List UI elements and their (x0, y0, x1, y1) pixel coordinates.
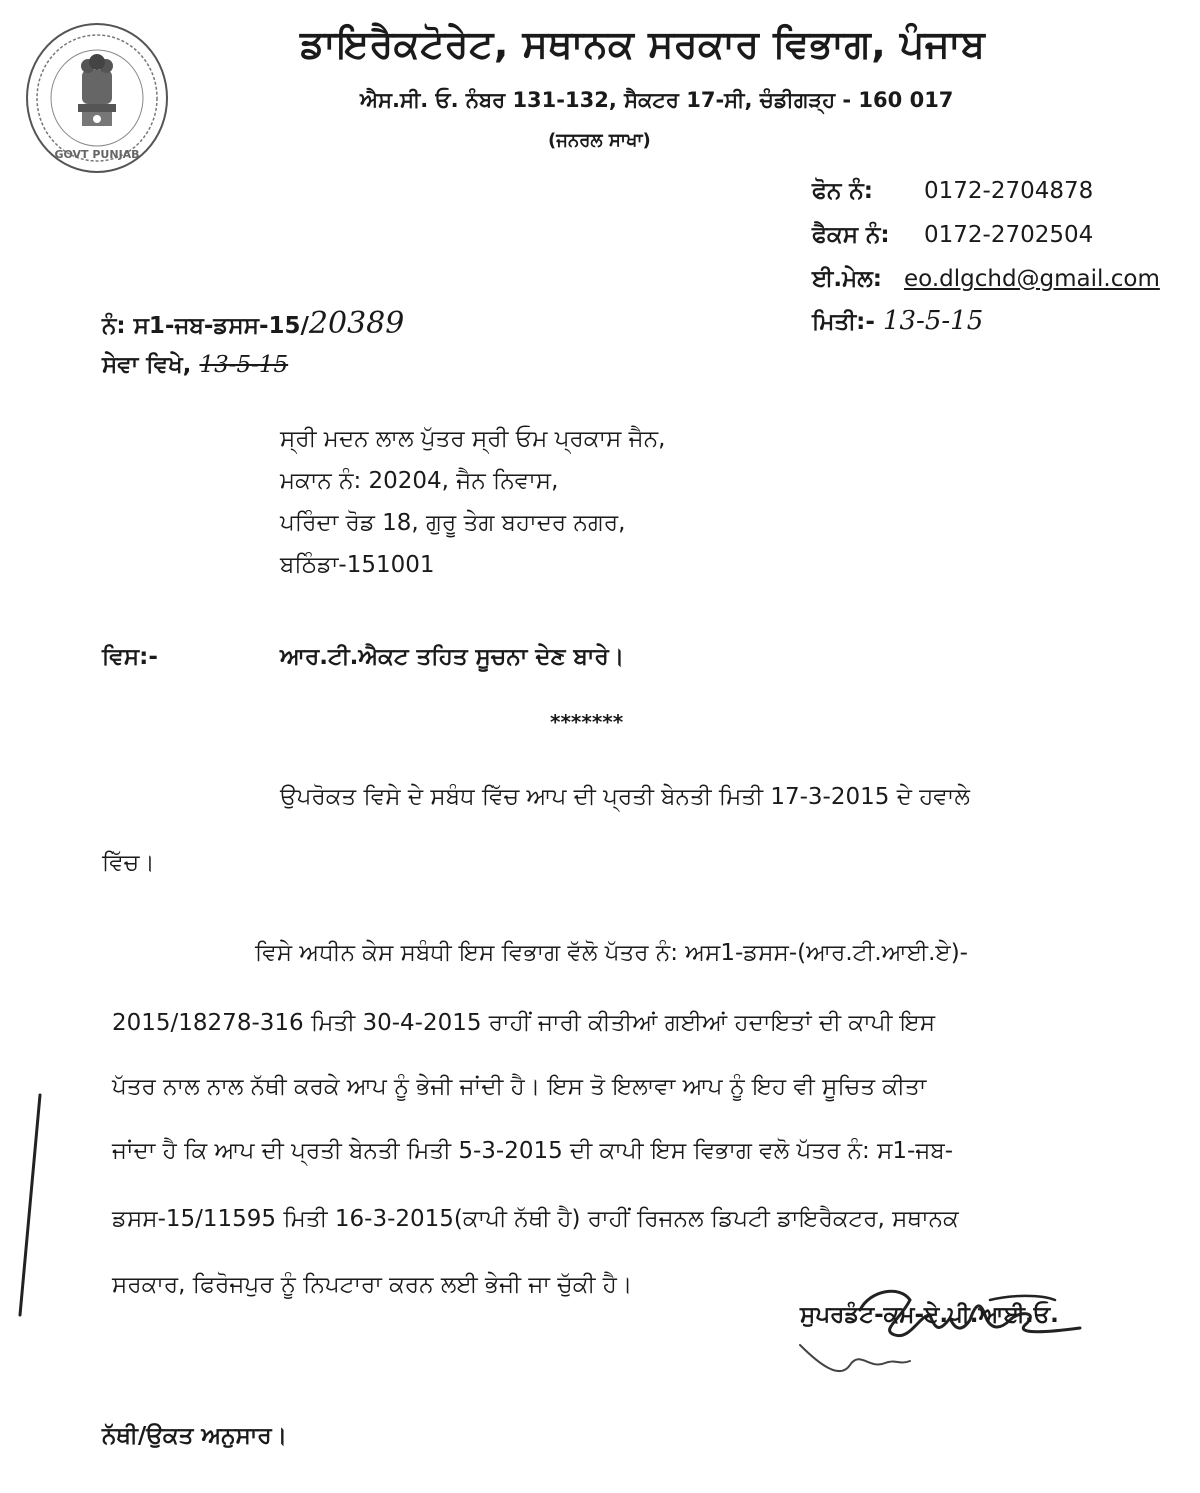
fax-number: 0172-2702504 (924, 222, 1094, 248)
email-label: ਈ.ਮੇਲ: (812, 266, 882, 292)
initials-mark (790, 1325, 930, 1395)
recipient-line: ਮਕਾਨ ਨੰ: 20204, ਜੈਨ ਨਿਵਾਸ, (280, 468, 559, 494)
struck-date: 13-5-15 (199, 352, 289, 378)
body-line: ਸਰਕਾਰ, ਫਿਰੋਜਪੁਰ ਨੂੰ ਨਿਪਟਾਰਾ ਕਰਨ ਲਈ ਭੇਜੀ ਜਾ ਚੁੱਕੀ ਹੈ। (112, 1272, 633, 1298)
salutation-label: ਸੇਵਾ ਵਿਖੇ, (102, 352, 192, 378)
enclosure-note: ਨੱਥੀ/ਉਕਤ ਅਨੁਸਾਰ। (102, 1423, 288, 1449)
reference-handwritten-number: 20389 (308, 306, 405, 341)
date-label: ਮਿਤੀ:- (812, 309, 875, 335)
government-seal-icon (22, 18, 172, 178)
seal-text: GOVT PUNJAB (54, 148, 140, 161)
phone-number: 0172-2704878 (924, 178, 1094, 204)
reference-number (102, 306, 404, 341)
body-line: ਡਸਸ-15/11595 ਮਿਤੀ 16-3-2015(ਕਾਪੀ ਨੱਥੀ ਹੈ) ਰਾਹੀਂ ਰਿਜਨਲ ਡਿਪਟੀ ਡਾਇਰੈਕਟਰ, ਸਥਾਨਕ (112, 1206, 959, 1232)
branch-name: (ਜਨਰਲ ਸਾਖਾ) (548, 130, 651, 151)
margin-pen-mark (0, 1090, 60, 1320)
recipient-line: ਪਰਿੰਦਾ ਰੋਡ 18, ਗੁਰੂ ਤੇਗ ਬਹਾਦਰ ਨਗਰ, (280, 510, 626, 536)
body-line: ਵਿਸੇ ਅਧੀਨ ਕੇਸ ਸਬੰਧੀ ਇਸ ਵਿਭਾਗ ਵੱਲੋ ਪੱਤਰ ਨੰ: ਅਸ1-ਡਸਸ-(ਆਰ.ਟੀ.ਆਈ.ਏ)- (255, 940, 968, 966)
body-line: ਉਪਰੋਕਤ ਵਿਸੇ ਦੇ ਸਬੰਧ ਵਿੱਚ ਆਪ ਦੀ ਪ੍ਰਤੀ ਬੇਨਤੀ ਮਿਤੀ 17-3-2015 ਦੇ ਹਵਾਲੇ (280, 784, 970, 810)
date-handwritten: 13-5-15 (882, 306, 984, 336)
body-line: ਜਾਂਦਾ ਹੈ ਕਿ ਆਪ ਦੀ ਪ੍ਰਤੀ ਬੇਨਤੀ ਮਿਤੀ 5-3-2015 ਦੀ ਕਾਪੀ ਇਸ ਵਿਭਾਗ ਵਲੋ ਪੱਤਰ ਨੰ: ਸ1-ਜਬ- (112, 1138, 953, 1164)
body-line: 2015/18278-316 ਮਿਤੀ 30-4-2015 ਰਾਹੀਂ ਜਾਰੀ ਕੀਤੀਆਂ ਗਈਆਂ ਹਦਾਇਤਾਂ ਦੀ ਕਾਪੀ ਇਸ (112, 1010, 936, 1036)
recipient-line: ਸ੍ਰੀ ਮਦਨ ਲਾਲ ਪੁੱਤਰ ਸ੍ਰੀ ਓਮ ਪ੍ਰਕਾਸ ਜੈਨ, (280, 426, 666, 452)
body-line: ਪੱਤਰ ਨਾਲ ਨਾਲ ਨੱਥੀ ਕਰਕੇ ਆਪ ਨੂੰ ਭੇਜੀ ਜਾਂਦੀ ਹੈ। ਇਸ ਤੋ ਇਲਾਵਾ ਆਪ ਨੂੰ ਇਹ ਵੀ ਸੂਚਿਤ ਕੀਤਾ (112, 1074, 927, 1100)
email-line (812, 266, 1160, 292)
reference-label: ਨੰ: ਸ1-ਜਬ-ਡਸਸ-15/ (102, 313, 309, 339)
fax-line (812, 222, 1093, 248)
email-address[interactable]: eo.dlgchd@gmail.com (904, 266, 1160, 292)
recipient-line: ਬਠਿੰਡਾ-151001 (280, 552, 435, 578)
department-address: ਐਸ.ਸੀ. ਓ. ਨੰਬਰ 131-132, ਸੈਕਟਰ 17-ਸੀ, ਚੰਡੀਗੜ੍ਹ - 160 017 (360, 88, 954, 112)
recipient-address (280, 418, 665, 586)
body-line: ਵਿੱਚ। (102, 850, 155, 876)
phone-label: ਫੋਨ ਨੰ: (812, 178, 873, 204)
department-title: ਡਾਇਰੈਕਟੋਰੇਟ, ਸਥਾਨਕ ਸਰਕਾਰ ਵਿਭਾਗ, ਪੰਜਾਬ (300, 22, 986, 66)
subject-label: ਵਿਸ:- (102, 644, 158, 670)
salutation (102, 352, 288, 378)
phone-line (812, 178, 1093, 204)
signatory-designation: ਸੁਪਰਡੰਟ-ਕਮ-ਏ.ਪੀ.ਆਈ.ਓ. (800, 1302, 1059, 1328)
separator-stars: ******* (550, 710, 624, 734)
fax-label: ਫੈਕਸ ਨੰ: (812, 222, 890, 248)
subject-text: ਆਰ.ਟੀ.ਐਕਟ ਤਹਿਤ ਸੂਚਨਾ ਦੇਣ ਬਾਰੇ। (280, 644, 625, 670)
letter-date (812, 306, 983, 336)
